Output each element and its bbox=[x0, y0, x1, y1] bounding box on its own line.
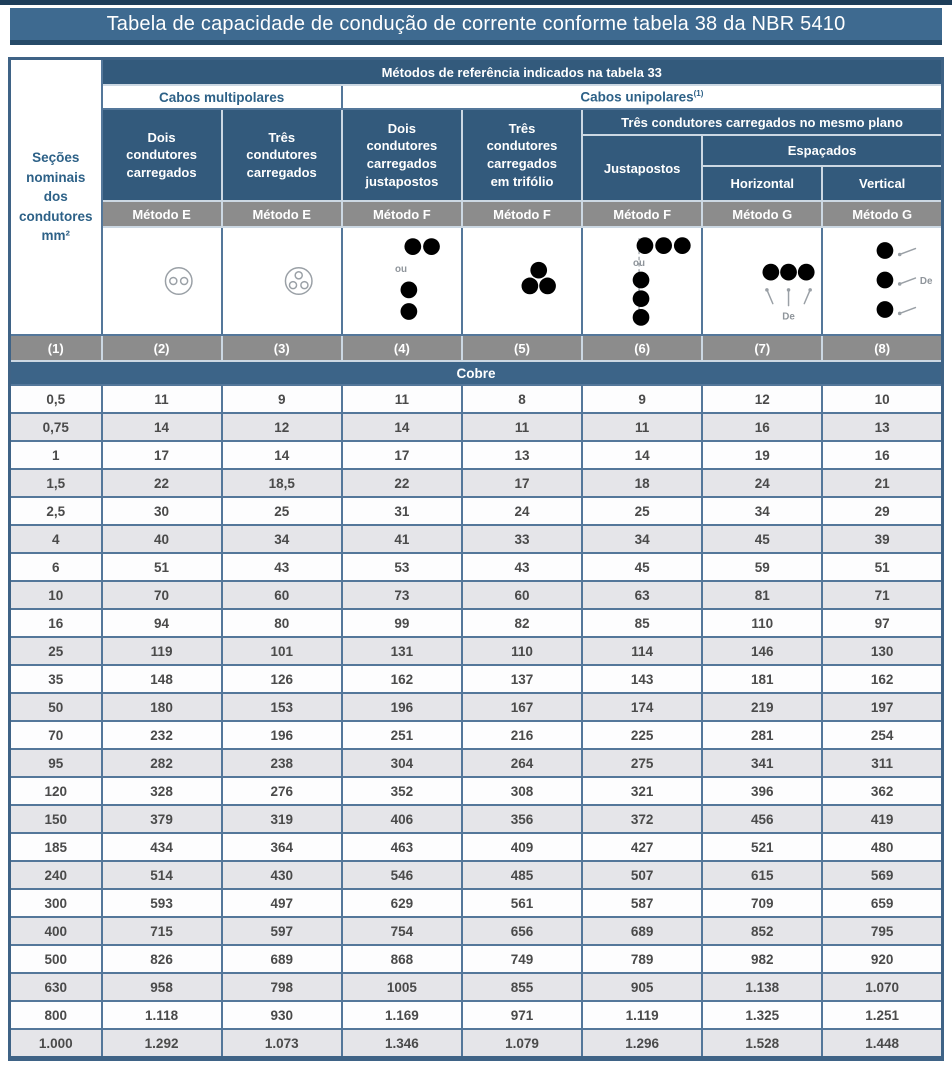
header-same-plane: Três condutores carregados no mesmo plano bbox=[582, 109, 942, 135]
size-cell: 1.000 bbox=[10, 1029, 102, 1059]
value-cell: 715 bbox=[102, 917, 222, 945]
colnum-1: (1) bbox=[10, 335, 102, 361]
size-cell: 630 bbox=[10, 973, 102, 1001]
value-cell: 148 bbox=[102, 665, 222, 693]
value-cell: 30 bbox=[102, 497, 222, 525]
header-col8: Vertical bbox=[822, 166, 942, 201]
table-row bbox=[10, 945, 943, 973]
size-cell: 240 bbox=[10, 861, 102, 889]
table-data-body bbox=[10, 385, 943, 1059]
value-cell: 396 bbox=[702, 777, 822, 805]
value-cell: 352 bbox=[342, 777, 462, 805]
value-cell: 41 bbox=[342, 525, 462, 553]
method-col7: Método G bbox=[702, 201, 822, 227]
value-cell: 1.119 bbox=[582, 1001, 702, 1029]
table-row bbox=[10, 581, 943, 609]
value-cell: 34 bbox=[222, 525, 342, 553]
value-cell: 597 bbox=[222, 917, 342, 945]
value-cell: 167 bbox=[462, 693, 582, 721]
value-cell: 905 bbox=[582, 973, 702, 1001]
value-cell: 114 bbox=[582, 637, 702, 665]
size-cell: 10 bbox=[10, 581, 102, 609]
diagram-de-label: De bbox=[920, 275, 933, 287]
value-cell: 22 bbox=[342, 469, 462, 497]
size-cell: 120 bbox=[10, 777, 102, 805]
unipolar-footnote: (1) bbox=[693, 89, 704, 99]
value-cell: 131 bbox=[342, 637, 462, 665]
value-cell: 85 bbox=[582, 609, 702, 637]
method-col2: Método E bbox=[102, 201, 222, 227]
value-cell: 456 bbox=[702, 805, 822, 833]
colnum-4: (4) bbox=[342, 335, 462, 361]
value-cell: 63 bbox=[582, 581, 702, 609]
size-cell: 185 bbox=[10, 833, 102, 861]
diagram-three-spaced-vertical-icon bbox=[822, 227, 942, 335]
value-cell: 18 bbox=[582, 469, 702, 497]
value-cell: 14 bbox=[222, 441, 342, 469]
value-cell: 232 bbox=[102, 721, 222, 749]
value-cell: 110 bbox=[702, 609, 822, 637]
value-cell: 14 bbox=[342, 413, 462, 441]
value-cell: 855 bbox=[462, 973, 582, 1001]
value-cell: 615 bbox=[702, 861, 822, 889]
value-cell: 1.073 bbox=[222, 1029, 342, 1059]
table-row bbox=[10, 805, 943, 833]
table-header bbox=[10, 59, 943, 386]
table-row bbox=[10, 693, 943, 721]
value-cell: 1.325 bbox=[702, 1001, 822, 1029]
value-cell: 311 bbox=[822, 749, 942, 777]
diagram-two-single-core-justaposed-icon bbox=[342, 227, 462, 335]
value-cell: 11 bbox=[342, 385, 462, 413]
table-row bbox=[10, 665, 943, 693]
header-col3: Três condutores carregados bbox=[222, 109, 342, 201]
colnum-5: (5) bbox=[462, 335, 582, 361]
value-cell: 321 bbox=[582, 777, 702, 805]
diagram-three-core-cable-icon bbox=[222, 227, 342, 335]
header-col6: Justapostos bbox=[582, 135, 702, 201]
value-cell: 25 bbox=[222, 497, 342, 525]
value-cell: 101 bbox=[222, 637, 342, 665]
table-row bbox=[10, 777, 943, 805]
value-cell: 379 bbox=[102, 805, 222, 833]
size-cell: 70 bbox=[10, 721, 102, 749]
value-cell: 14 bbox=[582, 441, 702, 469]
value-cell: 920 bbox=[822, 945, 942, 973]
table-row bbox=[10, 469, 943, 497]
value-cell: 80 bbox=[222, 609, 342, 637]
value-cell: 406 bbox=[342, 805, 462, 833]
colnum-3: (3) bbox=[222, 335, 342, 361]
value-cell: 419 bbox=[822, 805, 942, 833]
size-cell: 0,5 bbox=[10, 385, 102, 413]
value-cell: 982 bbox=[702, 945, 822, 973]
size-cell: 95 bbox=[10, 749, 102, 777]
size-cell: 1,5 bbox=[10, 469, 102, 497]
value-cell: 251 bbox=[342, 721, 462, 749]
diagram-de-label: De bbox=[782, 311, 796, 323]
value-cell: 789 bbox=[582, 945, 702, 973]
table-row bbox=[10, 553, 943, 581]
value-cell: 1.118 bbox=[102, 1001, 222, 1029]
value-cell: 238 bbox=[222, 749, 342, 777]
value-cell: 1.292 bbox=[102, 1029, 222, 1059]
value-cell: 34 bbox=[702, 497, 822, 525]
header-group-unipolar bbox=[342, 85, 943, 109]
table-row bbox=[10, 889, 943, 917]
value-cell: 275 bbox=[582, 749, 702, 777]
value-cell: 24 bbox=[702, 469, 822, 497]
size-cell: 150 bbox=[10, 805, 102, 833]
value-cell: 29 bbox=[822, 497, 942, 525]
size-cell: 1 bbox=[10, 441, 102, 469]
value-cell: 282 bbox=[102, 749, 222, 777]
value-cell: 427 bbox=[582, 833, 702, 861]
value-cell: 18,5 bbox=[222, 469, 342, 497]
header-col2: Dois condutores carregados bbox=[102, 109, 222, 201]
table-row bbox=[10, 749, 943, 777]
value-cell: 71 bbox=[822, 581, 942, 609]
value-cell: 73 bbox=[342, 581, 462, 609]
value-cell: 308 bbox=[462, 777, 582, 805]
value-cell: 60 bbox=[222, 581, 342, 609]
value-cell: 180 bbox=[102, 693, 222, 721]
table-row bbox=[10, 1001, 943, 1029]
value-cell: 9 bbox=[222, 385, 342, 413]
value-cell: 99 bbox=[342, 609, 462, 637]
value-cell: 659 bbox=[822, 889, 942, 917]
value-cell: 485 bbox=[462, 861, 582, 889]
value-cell: 254 bbox=[822, 721, 942, 749]
method-col3: Método E bbox=[222, 201, 342, 227]
value-cell: 162 bbox=[342, 665, 462, 693]
value-cell: 153 bbox=[222, 693, 342, 721]
size-cell: 2,5 bbox=[10, 497, 102, 525]
table-row bbox=[10, 497, 943, 525]
value-cell: 94 bbox=[102, 609, 222, 637]
size-cell: 6 bbox=[10, 553, 102, 581]
value-cell: 45 bbox=[702, 525, 822, 553]
value-cell: 430 bbox=[222, 861, 342, 889]
value-cell: 409 bbox=[462, 833, 582, 861]
value-cell: 45 bbox=[582, 553, 702, 581]
table-row bbox=[10, 609, 943, 637]
table-container bbox=[8, 57, 944, 1061]
value-cell: 126 bbox=[222, 665, 342, 693]
value-cell: 656 bbox=[462, 917, 582, 945]
colnum-6: (6) bbox=[582, 335, 702, 361]
value-cell: 364 bbox=[222, 833, 342, 861]
value-cell: 507 bbox=[582, 861, 702, 889]
header-spaced: Espaçados bbox=[702, 135, 942, 166]
value-cell: 356 bbox=[462, 805, 582, 833]
value-cell: 1.169 bbox=[342, 1001, 462, 1029]
size-cell: 300 bbox=[10, 889, 102, 917]
value-cell: 795 bbox=[822, 917, 942, 945]
size-cell: 25 bbox=[10, 637, 102, 665]
colnum-8: (8) bbox=[822, 335, 942, 361]
value-cell: 868 bbox=[342, 945, 462, 973]
table-row bbox=[10, 385, 943, 413]
value-cell: 930 bbox=[222, 1001, 342, 1029]
value-cell: 219 bbox=[702, 693, 822, 721]
value-cell: 25 bbox=[582, 497, 702, 525]
section-header-cobre: Cobre bbox=[10, 361, 943, 385]
value-cell: 196 bbox=[222, 721, 342, 749]
value-cell: 958 bbox=[102, 973, 222, 1001]
value-cell: 10 bbox=[822, 385, 942, 413]
value-cell: 1005 bbox=[342, 973, 462, 1001]
value-cell: 480 bbox=[822, 833, 942, 861]
method-col6: Método F bbox=[582, 201, 702, 227]
value-cell: 33 bbox=[462, 525, 582, 553]
header-col7: Horizontal bbox=[702, 166, 822, 201]
diagram-ou-label: ou bbox=[633, 258, 646, 270]
diagram-three-single-core-justaposed-icon bbox=[582, 227, 702, 335]
value-cell: 13 bbox=[462, 441, 582, 469]
value-cell: 59 bbox=[702, 553, 822, 581]
table-row bbox=[10, 637, 943, 665]
value-cell: 81 bbox=[702, 581, 822, 609]
value-cell: 162 bbox=[822, 665, 942, 693]
value-cell: 53 bbox=[342, 553, 462, 581]
top-accent-bar bbox=[0, 0, 952, 5]
value-cell: 39 bbox=[822, 525, 942, 553]
value-cell: 146 bbox=[702, 637, 822, 665]
value-cell: 1.251 bbox=[822, 1001, 942, 1029]
table-row bbox=[10, 413, 943, 441]
table-row bbox=[10, 525, 943, 553]
corner-header-label: Seções nominais dos condutores mm² bbox=[18, 150, 93, 244]
value-cell: 225 bbox=[582, 721, 702, 749]
value-cell: 434 bbox=[102, 833, 222, 861]
value-cell: 16 bbox=[822, 441, 942, 469]
header-group-multipolar: Cabos multipolares bbox=[102, 85, 342, 109]
value-cell: 143 bbox=[582, 665, 702, 693]
corner-header-sections bbox=[10, 59, 102, 336]
value-cell: 17 bbox=[462, 469, 582, 497]
table-row bbox=[10, 721, 943, 749]
value-cell: 587 bbox=[582, 889, 702, 917]
size-cell: 500 bbox=[10, 945, 102, 973]
value-cell: 216 bbox=[462, 721, 582, 749]
capacity-table bbox=[8, 57, 944, 1061]
value-cell: 82 bbox=[462, 609, 582, 637]
diagram-three-single-core-trefoil-icon bbox=[462, 227, 582, 335]
value-cell: 174 bbox=[582, 693, 702, 721]
value-cell: 17 bbox=[342, 441, 462, 469]
value-cell: 689 bbox=[582, 917, 702, 945]
value-cell: 43 bbox=[462, 553, 582, 581]
colnum-2: (2) bbox=[102, 335, 222, 361]
value-cell: 43 bbox=[222, 553, 342, 581]
value-cell: 281 bbox=[702, 721, 822, 749]
value-cell: 24 bbox=[462, 497, 582, 525]
value-cell: 561 bbox=[462, 889, 582, 917]
value-cell: 569 bbox=[822, 861, 942, 889]
value-cell: 21 bbox=[822, 469, 942, 497]
value-cell: 546 bbox=[342, 861, 462, 889]
value-cell: 40 bbox=[102, 525, 222, 553]
value-cell: 749 bbox=[462, 945, 582, 973]
header-methods-reference: Métodos de referência indicados na tabela 33 bbox=[102, 59, 943, 86]
value-cell: 60 bbox=[462, 581, 582, 609]
value-cell: 798 bbox=[222, 973, 342, 1001]
value-cell: 826 bbox=[102, 945, 222, 973]
table-row bbox=[10, 861, 943, 889]
value-cell: 130 bbox=[822, 637, 942, 665]
value-cell: 362 bbox=[822, 777, 942, 805]
diagram-ou-label: ou bbox=[394, 264, 407, 276]
value-cell: 593 bbox=[102, 889, 222, 917]
size-cell: 4 bbox=[10, 525, 102, 553]
value-cell: 110 bbox=[462, 637, 582, 665]
value-cell: 9 bbox=[582, 385, 702, 413]
value-cell: 14 bbox=[102, 413, 222, 441]
value-cell: 372 bbox=[582, 805, 702, 833]
value-cell: 70 bbox=[102, 581, 222, 609]
value-cell: 11 bbox=[462, 413, 582, 441]
value-cell: 319 bbox=[222, 805, 342, 833]
table-row bbox=[10, 441, 943, 469]
value-cell: 51 bbox=[822, 553, 942, 581]
value-cell: 197 bbox=[822, 693, 942, 721]
value-cell: 521 bbox=[702, 833, 822, 861]
value-cell: 31 bbox=[342, 497, 462, 525]
value-cell: 196 bbox=[342, 693, 462, 721]
table-row bbox=[10, 973, 943, 1001]
value-cell: 1.528 bbox=[702, 1029, 822, 1059]
value-cell: 11 bbox=[582, 413, 702, 441]
value-cell: 19 bbox=[702, 441, 822, 469]
value-cell: 13 bbox=[822, 413, 942, 441]
value-cell: 341 bbox=[702, 749, 822, 777]
value-cell: 51 bbox=[102, 553, 222, 581]
value-cell: 34 bbox=[582, 525, 702, 553]
value-cell: 1.296 bbox=[582, 1029, 702, 1059]
method-col4: Método F bbox=[342, 201, 462, 227]
value-cell: 276 bbox=[222, 777, 342, 805]
value-cell: 304 bbox=[342, 749, 462, 777]
value-cell: 1.079 bbox=[462, 1029, 582, 1059]
value-cell: 328 bbox=[102, 777, 222, 805]
table-row bbox=[10, 1029, 943, 1059]
value-cell: 629 bbox=[342, 889, 462, 917]
value-cell: 1.346 bbox=[342, 1029, 462, 1059]
value-cell: 709 bbox=[702, 889, 822, 917]
value-cell: 264 bbox=[462, 749, 582, 777]
size-cell: 400 bbox=[10, 917, 102, 945]
value-cell: 137 bbox=[462, 665, 582, 693]
value-cell: 463 bbox=[342, 833, 462, 861]
diagram-three-spaced-horizontal-icon bbox=[702, 227, 822, 335]
value-cell: 16 bbox=[702, 413, 822, 441]
value-cell: 119 bbox=[102, 637, 222, 665]
value-cell: 97 bbox=[822, 609, 942, 637]
header-col5: Três condutores carregados em trifólio bbox=[462, 109, 582, 201]
value-cell: 22 bbox=[102, 469, 222, 497]
value-cell: 754 bbox=[342, 917, 462, 945]
size-cell: 35 bbox=[10, 665, 102, 693]
value-cell: 181 bbox=[702, 665, 822, 693]
value-cell: 689 bbox=[222, 945, 342, 973]
value-cell: 11 bbox=[102, 385, 222, 413]
method-col5: Método F bbox=[462, 201, 582, 227]
size-cell: 50 bbox=[10, 693, 102, 721]
colnum-7: (7) bbox=[702, 335, 822, 361]
value-cell: 971 bbox=[462, 1001, 582, 1029]
value-cell: 17 bbox=[102, 441, 222, 469]
method-col8: Método G bbox=[822, 201, 942, 227]
value-cell: 497 bbox=[222, 889, 342, 917]
header-col4: Dois condutores carregados justapostos bbox=[342, 109, 462, 201]
size-cell: 0,75 bbox=[10, 413, 102, 441]
table-row bbox=[10, 833, 943, 861]
value-cell: 1.138 bbox=[702, 973, 822, 1001]
value-cell: 514 bbox=[102, 861, 222, 889]
value-cell: 8 bbox=[462, 385, 582, 413]
value-cell: 12 bbox=[222, 413, 342, 441]
size-cell: 16 bbox=[10, 609, 102, 637]
value-cell: 1.070 bbox=[822, 973, 942, 1001]
value-cell: 1.448 bbox=[822, 1029, 942, 1059]
value-cell: 12 bbox=[702, 385, 822, 413]
page-title: Tabela de capacidade de condução de corrente conforme tabela 38 da NBR 5410 bbox=[10, 8, 942, 45]
size-cell: 800 bbox=[10, 1001, 102, 1029]
unipolar-label: Cabos unipolares bbox=[580, 89, 694, 105]
table-row bbox=[10, 917, 943, 945]
value-cell: 852 bbox=[702, 917, 822, 945]
diagram-two-core-cable-icon bbox=[102, 227, 222, 335]
